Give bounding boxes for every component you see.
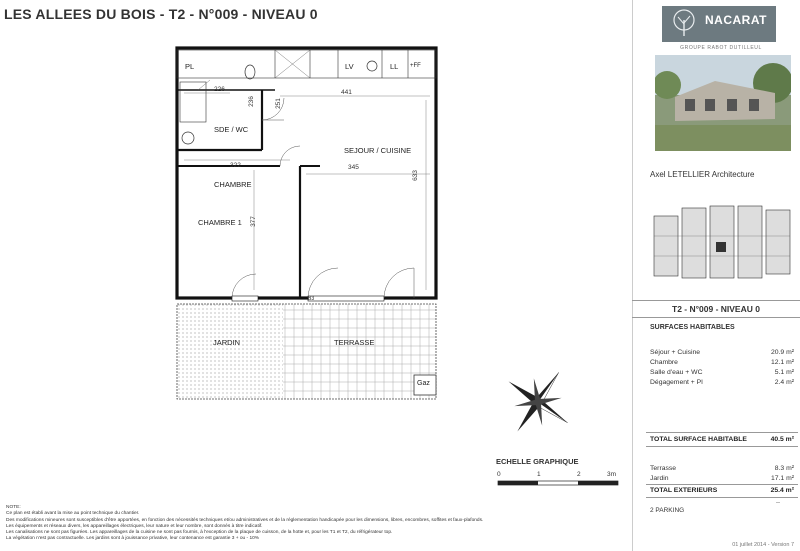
scale-tick-0: 0	[497, 471, 501, 478]
note-line: NOTE:	[6, 505, 21, 510]
total-ext-label: TOTAL EXTERIEURS	[650, 487, 718, 494]
divider	[646, 432, 798, 433]
brand-tagline: GROUPE RABOT DUTILLEUL	[680, 45, 762, 51]
surface-value: 20.9 m²	[770, 349, 794, 356]
compass-rose-icon	[498, 362, 578, 442]
tree-logo-icon	[668, 8, 700, 40]
divider	[632, 300, 800, 301]
surface-row	[650, 349, 794, 356]
exterieur-row	[650, 475, 794, 482]
surface-label: Dégagement + Pl	[650, 379, 703, 386]
dim-633: 633	[411, 170, 419, 181]
scale-label: ECHELLE GRAPHIQUE	[496, 457, 579, 466]
divider	[646, 497, 798, 498]
note-line: Les canalisations ne sont pas figurées. Les appareillages de la cuisine ne sont pas fournis, à l'exception de la plaque de cuisson, de la hotte et, pour les T1 et T2, du réfrigérateur top.	[6, 530, 393, 536]
total-hab-label: TOTAL SURFACE HABITABLE	[650, 436, 747, 443]
exterieur-value: 8.3 m²	[774, 465, 794, 472]
terrasse-area	[283, 304, 436, 399]
note-line: Les équipements et réseaux divers, les appareillages électriques, leur nature et leur nombre, sont donnés à titre indicatif.	[6, 523, 263, 529]
room-chambre-1: CHAMBRE 1	[198, 218, 242, 227]
divider	[646, 446, 798, 447]
surface-row	[650, 379, 794, 386]
dim-236: 236	[247, 96, 255, 107]
notes-block	[6, 505, 626, 543]
note-line: Ce plan est établi avant la mise au point technique du chantier.	[6, 511, 140, 517]
fixture-pl: PL	[185, 62, 195, 71]
note-line: La végétation n'est pas contractuelle. Les jardins sont à jouissance privative, leur contenance est garantie 3 + ou - 10%	[6, 536, 260, 542]
fixture-bt: B3	[308, 296, 315, 302]
scale-tick-2: 2	[577, 471, 581, 478]
exterieur-label: Jardin	[650, 475, 669, 482]
exterieur-label: Terrasse	[650, 465, 677, 472]
room-jardin: JARDIN	[213, 338, 241, 347]
surface-value: 5.1 m²	[774, 369, 794, 376]
room-sde-wc: SDE / WC	[214, 125, 249, 134]
surface-row	[650, 359, 794, 366]
room-sejour-cuisine: SEJOUR / CUISINE	[344, 146, 412, 155]
total-exterieurs	[650, 487, 794, 494]
brand-name: NACARAT	[705, 13, 767, 27]
site-plan-thumbnail	[636, 186, 798, 298]
dim-345: 345	[348, 164, 359, 171]
dim-322: 322	[230, 162, 241, 169]
total-surface-habitable	[650, 436, 794, 443]
surfaces-heading: SURFACES HABITABLES	[650, 324, 735, 331]
fixture-ll: LL	[390, 62, 399, 71]
exterieur-row	[650, 465, 794, 472]
surface-label: Salle d'eau + WC	[650, 369, 703, 376]
surface-value: 2.4 m²	[774, 379, 794, 386]
dim-441: 441	[341, 89, 352, 96]
fixture-ff: +FF	[410, 63, 421, 69]
parking-dash: --	[776, 500, 780, 506]
dim-226: 226	[214, 86, 225, 93]
parking-info: 2 PARKING	[650, 507, 685, 514]
page-title: LES ALLEES DU BOIS - T2 - N°009 - NIVEAU 0	[4, 6, 318, 22]
exterieur-value: 17.1 m²	[770, 475, 794, 482]
dim-251: 251	[274, 98, 282, 109]
note-line: Des modifications mineures sont susceptibles d'être apportées, en fonction des nécessités techniques et/ou administratives et de la réglementation handicapée pour les dimensions, libres, encombres, soffites et faux-plafonds.	[6, 517, 484, 523]
scale-tick-3: 3m	[607, 471, 617, 478]
total-hab-value: 40.5 m²	[770, 436, 794, 443]
surface-label: Séjour + Cuisine	[650, 349, 701, 356]
dim-377: 377	[249, 216, 257, 227]
total-ext-value: 25.4 m²	[770, 487, 794, 494]
surface-value: 12.1 m²	[770, 359, 794, 366]
divider	[632, 317, 800, 318]
sheet-title: T2 - N°009 - NIVEAU 0	[672, 304, 760, 314]
building-photo	[655, 55, 791, 151]
room-terrasse: TERRASSE	[334, 338, 375, 347]
surface-row	[650, 369, 794, 376]
fixture-lv: LV	[345, 62, 354, 71]
divider	[646, 484, 798, 485]
label-gaz: Gaz	[417, 380, 430, 387]
surface-label: Chambre	[650, 359, 678, 366]
version-info: 01 juillet 2014 - Version 7	[732, 542, 794, 548]
room-chambre: CHAMBRE	[214, 180, 252, 189]
jardin-area	[177, 304, 283, 399]
architect-name: Axel LETELLIER Architecture	[650, 170, 755, 179]
scale-tick-1: 1	[537, 471, 541, 478]
